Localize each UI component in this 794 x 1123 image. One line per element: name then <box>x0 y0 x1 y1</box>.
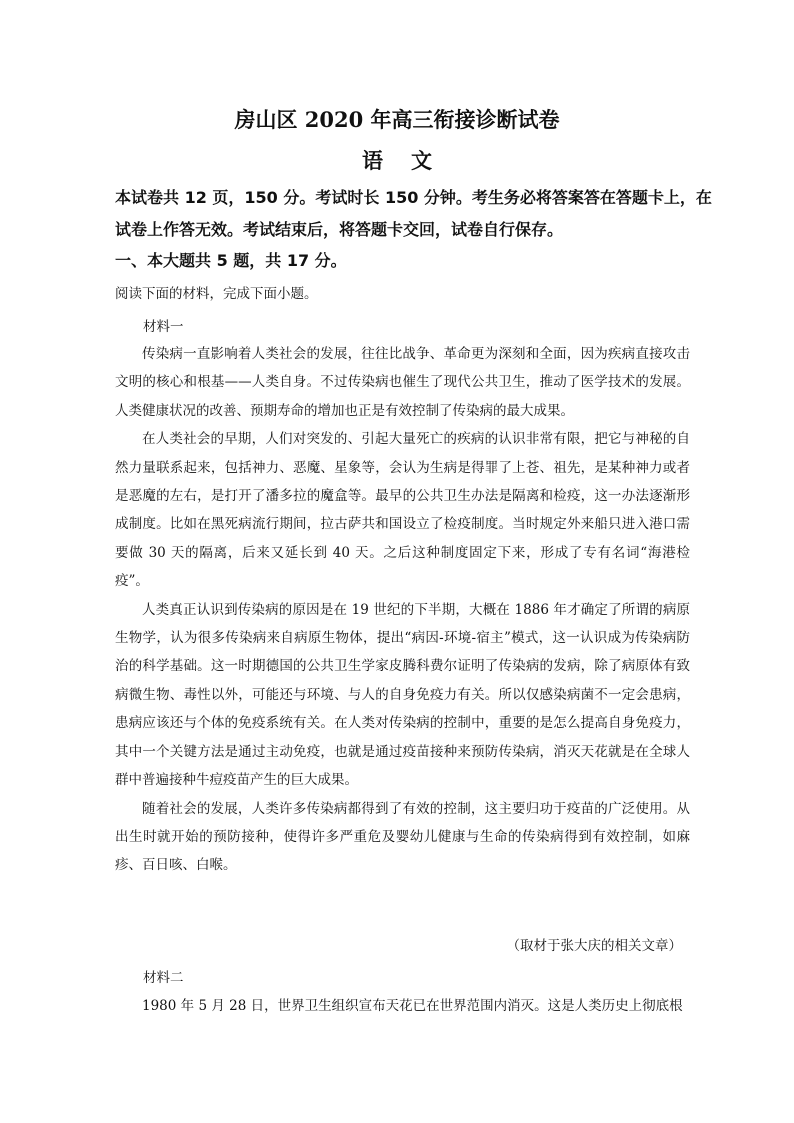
material2-paragraph-1: 1980 年 5 月 28 日，世界卫生组织宣布天花已在世界范围内消灭。这是人类历史上彻底根 <box>142 998 683 1014</box>
material1-paragraph-2: 在人类社会的早期，人们对突发的、引起大量死亡的疾病的认识非常有限，把它与神秘的自然力量联系起来，包括神力、恶魔、星象等，会认为生病是得罪了上苍、祖先，是某种神力或者是恶魔的左右，是打开了潘多拉的魔盒等。最早的公共卫生办法是隔离和检疫，这一办法逐渐形成制度。比如在黑死病流行期间，拉古萨共和国设立了检疫制度。当时规定外来船只进入港口需要做 30 天的隔离，后来又延长到 40 天。之后这种制度固定下来，形成了专有名词“海港检疫”。 <box>115 431 690 590</box>
instruction-line-2: 试卷上作答无效。考试结束后，将答题卡交回，试卷自行保存。 <box>115 220 564 239</box>
material1-paragraph-4: 随着社会的发展，人类许多传染病都得到了有效的控制，这主要归功于疫苗的广泛使用。从出生时就开始的预防接种，使得许多严重危及婴幼儿健康与生命的传染病得到有效控制，如麻疹、百日咳、白喉。 <box>115 800 690 874</box>
instruction-line-1: 本试卷共 12 页，150 分。考试时长 150 分钟。考生务必将答案答在答题卡上，在 <box>115 188 712 207</box>
section-heading: 一、本大题共 5 题，共 17 分。 <box>115 251 347 270</box>
material1-heading: 材料一 <box>143 319 184 335</box>
material1-paragraph-1: 传染病一直影响着人类社会的发展，往往比战争、革命更为深刻和全面，因为疾病直接攻击文明的核心和根基——人类自身。不过传染病也催生了现代公共卫生，推动了医学技术的发展。人类健康状况的改善、预期寿命的增加也正是有效控制了传染病的最大成果。 <box>115 346 690 419</box>
material2-heading: 材料二 <box>143 970 184 986</box>
reading-prompt: 阅读下面的材料，完成下面小题。 <box>115 286 318 302</box>
exam-title: 房山区 2020 年高三衔接诊断试卷 <box>234 107 560 132</box>
material1-paragraph-3: 人类真正认识到传染病的原因是在 19 世纪的下半期，大概在 1886 年才确定了所谓的病原生物学，认为很多传染病来自病原生物体，提出“病因-环境-宿主”模式，这一认识成为传染病防治的科学基础。这一时期德国的公共卫生学家皮腾科费尔证明了传染病的发病，除了病原体有致病微生物、毒性以外，可能还与环境、与人的自身免疫力有关。所以仅感染病菌不一定会患病，患病应该还与个体的免疫系统有关。在人类对传染病的控制中，重要的是怎么提高自身免疫力，其中一个关键方法是通过主动免疫，也就是通过疫苗接种来预防传染病，消灭天花就是在全球人群中普遍接种牛痘疫苗产生的巨大成果。 <box>115 601 690 789</box>
material2-body <box>115 992 690 1020</box>
material1-body <box>115 340 690 880</box>
material1-source: （取材于张大庆的相关文章） <box>506 938 682 954</box>
subject-title: 语文 <box>362 148 460 173</box>
